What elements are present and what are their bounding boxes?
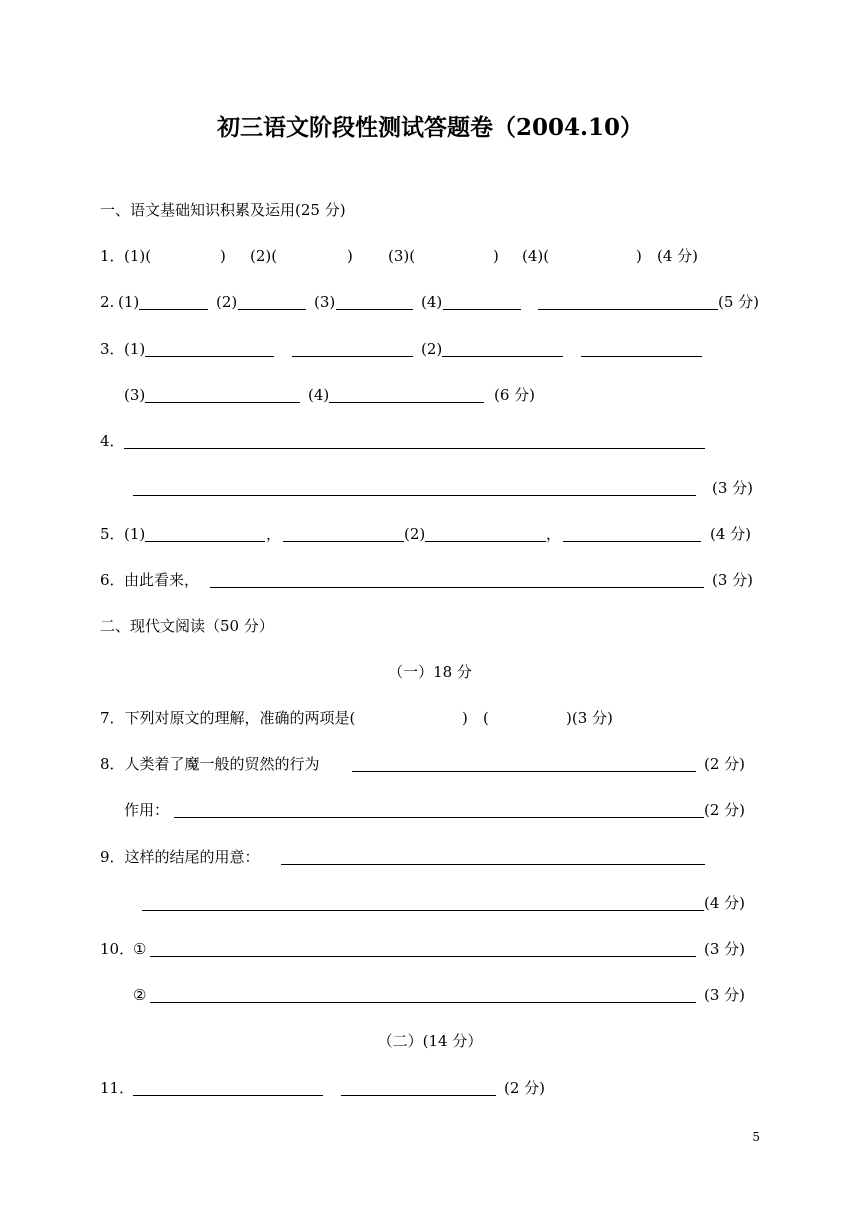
q5-part1-blank-b[interactable]: [283, 523, 404, 542]
q8-blank-1[interactable]: [352, 753, 696, 772]
q6-number: 6．: [100, 571, 125, 589]
page-title: 初三语文阶段性测试答题卷（2004.10）: [216, 114, 644, 141]
q6-text: 由此看来，: [124, 571, 200, 589]
q9-score: (4 分): [704, 894, 746, 912]
section-2-heading-row: [0, 615, 860, 637]
q1-part3-close: ): [493, 247, 499, 265]
q2-part5-blank[interactable]: [538, 291, 718, 310]
q2-number: 2.: [100, 293, 115, 311]
q3-part2-label: (2): [421, 340, 443, 358]
q3-part2-blank-a[interactable]: [442, 338, 563, 357]
q8-function-label: 作用：: [124, 801, 170, 819]
section-1-heading: 一、语文基础知识积累及运用(25 分): [100, 201, 346, 219]
q5-comma-1: ，: [266, 525, 282, 543]
subsection-1-row: [0, 661, 860, 683]
q1-part1-open: (1)(: [124, 247, 152, 265]
q4-score: (3 分): [712, 479, 754, 497]
section-1-heading-row: [0, 199, 860, 221]
q5-number: 5．: [100, 525, 125, 543]
page-number: 5: [752, 1130, 760, 1144]
question-3-row-2: [0, 384, 860, 406]
q2-part1-blank[interactable]: [139, 291, 208, 310]
question-5: [0, 523, 860, 545]
q6-blank[interactable]: [210, 569, 704, 588]
q7-end: )(3 分): [566, 709, 613, 727]
question-6: [0, 569, 860, 591]
q3-part3-label: (3): [124, 386, 146, 404]
question-1: [0, 245, 860, 267]
q1-score: (4 分): [657, 247, 699, 265]
subsection-2-row: [0, 1030, 860, 1052]
q3-number: 3．: [100, 340, 125, 358]
question-9-row-2: [0, 892, 860, 914]
q7-text: 7．下列对原文的理解，准确的两项是(: [100, 709, 356, 727]
q10-circle-1: ①: [133, 940, 147, 958]
q10-circle-2: ②: [133, 986, 147, 1004]
question-8-row-2: [0, 799, 860, 821]
q10-number: 10．: [100, 940, 135, 958]
q8-score-2: (2 分): [704, 801, 746, 819]
q3-part2-blank-b[interactable]: [581, 338, 702, 357]
q9-blank-1[interactable]: [281, 846, 705, 865]
q3-score: (6 分): [494, 386, 536, 404]
q10-score-1: (3 分): [704, 940, 746, 958]
q3-part4-blank[interactable]: [329, 384, 484, 403]
question-11: [0, 1077, 860, 1099]
q6-score: (3 分): [712, 571, 754, 589]
q9-blank-2[interactable]: [142, 892, 704, 911]
q3-part1-blank-a[interactable]: [145, 338, 274, 357]
q7-close-1: ): [462, 709, 468, 727]
q10-blank-1[interactable]: [150, 938, 696, 957]
q11-blank-1[interactable]: [133, 1077, 323, 1096]
question-3-row-1: [0, 338, 860, 360]
q5-part2-blank-a[interactable]: [425, 523, 546, 542]
q2-part3-label: (3): [314, 293, 336, 311]
q5-score: (4 分): [710, 525, 752, 543]
q1-part3-open: (3)(: [388, 247, 416, 265]
question-10-row-2: [0, 984, 860, 1006]
q2-score: (5 分): [718, 293, 760, 311]
q2-part1-label: (1): [118, 293, 140, 311]
q11-score: (2 分): [504, 1079, 546, 1097]
question-4-row-1: [0, 430, 860, 452]
q5-part1-label: (1): [124, 525, 146, 543]
q8-score-1: (2 分): [704, 755, 746, 773]
q1-part1-close: ): [220, 247, 226, 265]
q1-part2-close: ): [347, 247, 353, 265]
question-10-row-1: [0, 938, 860, 960]
question-7: [0, 707, 860, 729]
q2-part2-blank[interactable]: [238, 291, 306, 310]
q4-number: 4．: [100, 432, 125, 450]
q1-part4-open: (4)(: [522, 247, 550, 265]
q9-text: 9．这样的结尾的用意：: [100, 848, 260, 866]
question-8-row-1: [0, 753, 860, 775]
q5-part2-blank-b[interactable]: [563, 523, 701, 542]
q3-part1-label: (1): [124, 340, 146, 358]
q3-part3-blank[interactable]: [145, 384, 300, 403]
q2-part2-label: (2): [216, 293, 238, 311]
q8-blank-2[interactable]: [174, 799, 704, 818]
q10-blank-2[interactable]: [150, 984, 696, 1003]
q5-comma-2: ，: [546, 525, 562, 543]
q4-blank-1[interactable]: [124, 430, 705, 449]
q1-part2-open: (2)(: [250, 247, 278, 265]
question-9-row-1: [0, 846, 860, 868]
q1-part4-close: ): [636, 247, 642, 265]
q1-number: 1．: [100, 247, 125, 265]
q7-open-2: (: [483, 709, 489, 727]
q10-score-2: (3 分): [704, 986, 746, 1004]
q11-blank-2[interactable]: [341, 1077, 496, 1096]
q11-number: 11．: [100, 1079, 135, 1097]
q8-text: 8．人类着了魔一般的贸然的行为: [100, 755, 320, 773]
question-4-row-2: [0, 477, 860, 499]
q4-blank-2[interactable]: [133, 477, 696, 496]
q3-part4-label: (4): [308, 386, 330, 404]
q2-part3-blank[interactable]: [336, 291, 413, 310]
question-2: [0, 291, 860, 313]
subsection-2-heading: （二）(14 分）: [377, 1032, 483, 1050]
section-2-heading: 二、现代文阅读（50 分）: [100, 617, 274, 635]
q5-part2-label: (2): [404, 525, 426, 543]
q5-part1-blank-a[interactable]: [145, 523, 265, 542]
subsection-1-heading: （一）18 分: [388, 663, 472, 681]
q2-part4-label: (4): [421, 293, 443, 311]
q3-part1-blank-b[interactable]: [292, 338, 413, 357]
q2-part4-blank[interactable]: [443, 291, 521, 310]
